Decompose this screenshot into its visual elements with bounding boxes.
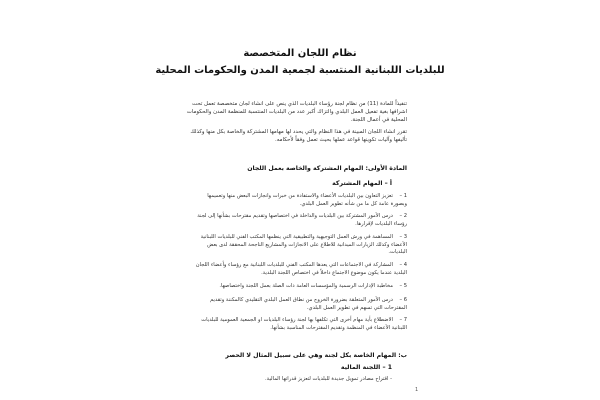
list-item-number: 4 – <box>399 262 407 268</box>
list-item <box>193 317 407 332</box>
section-a-heading: أ – المهام المشتركة <box>332 180 392 187</box>
list-item-text: درس الأمور المشتركة بين البلديات والداخلة في اختصاصها وتقديم مقترحات بشأنها إلى لجنة رؤساء البلديات لإقرارها. <box>197 213 407 227</box>
list-item <box>193 234 407 257</box>
list-item-text: درس الأمور المتعلقة بضرورة الخروج من نطاق العمل البلدي التقليدي كالمكننة وتقديم المقترحات التي تسهم في تطوير العمل البلدي. <box>210 297 407 311</box>
list-item-number: 7 – <box>399 317 407 323</box>
list-item-text: تعزيز التعاون بين البلديات الأعضاء والاستفادة من خبرات وانجازات البعض منها وتعميمها وبصورة عامة كل ما من شأنه تطوير العمل البلدي. <box>207 193 407 207</box>
list-item-number: 6 – <box>399 297 407 303</box>
list-item-number: 5 – <box>399 283 407 289</box>
intro-paragraph-2: تقرر انشاء اللجان المبينة في هذا النظام والتي يحدد لها مهامها المشتركة والخاصة بكل منها وكذلك تأليفها وآليات تكوينها قواعد عملها بحيث تعمل وفقاً لأحكامه. <box>190 129 407 143</box>
list-item-number: 3 – <box>399 234 407 240</box>
list-item-text: الاضطلاع بأية مهام أخرى التي تكلفها بها لجنة رؤساء البلديات او الجمعية العمومية للبلديات اللبنانية الأعضاء في المنظمة وتقديم المقترحات المناسبة بشأنها. <box>201 317 407 331</box>
list-item <box>193 262 407 277</box>
page-number: 1 <box>415 387 419 393</box>
article-1-heading: المادة الأولى: المهام المشتركة والخاصة بعمل اللجان <box>247 165 407 172</box>
section-b1-item: - اقتراح مصادر تمويل جديدة للبلديات لتعزيز قدراتها المالية. <box>265 376 392 382</box>
list-item-number: 2 – <box>399 213 407 219</box>
list-item <box>193 213 407 228</box>
list-item-number: 1 – <box>399 193 407 199</box>
list-item-text: مخاطبة الإدارات الرسمية والمؤسسات العامة ذات الصلة بعمل اللجنة واختصاصها. <box>219 283 393 289</box>
section-b-heading: ب: المهام الخاصة بكل لجنة وهي على سبيل المثال لا الحصر <box>225 352 407 359</box>
document-subtitle-line1: للبلديات اللبنانية المنتسبة لجمعية المدن والحكومات المحلية <box>155 65 445 76</box>
list-item <box>193 283 407 291</box>
list-item-text: المشاركة في الاجتماعات التي يعدها المكتب الفني للبلديات اللبنانية مع رؤساء وأعضاء اللجان البلدية عندما يكون موضوع الاجتماع داخلاً في اختصاص اللجنة البلدية. <box>195 262 407 276</box>
document-title: نظام اللجان المتخصصة <box>243 48 357 59</box>
section-b1-heading: 1 – اللجنة المالية <box>340 364 392 371</box>
list-item <box>193 297 407 312</box>
list-item <box>193 193 407 208</box>
list-item-text: المساهمة في ورش العمل التوجيهية والتطبيقية التي ينظمها المكتب الفني للبلديات اللبنانية الأعضاء وكذلك الزيارات الميدانية للاطلاع على الانجازات والمشاريع الناجحة المحققة لدى بعض البلديات. <box>200 234 407 255</box>
intro-paragraph-1: تنفيذاً للمادة (11) من نظام لجنة رؤساء البلديات الذي ينص على انشاء لجان متخصصة تعمل تحت اشرافها بغية تفعيل العمل البلدي والتزاك أكبر عدد من البلديات المنتسبة للمنظمة المدن والحكومات المحلية في أعمال اللجنة. <box>186 101 407 123</box>
